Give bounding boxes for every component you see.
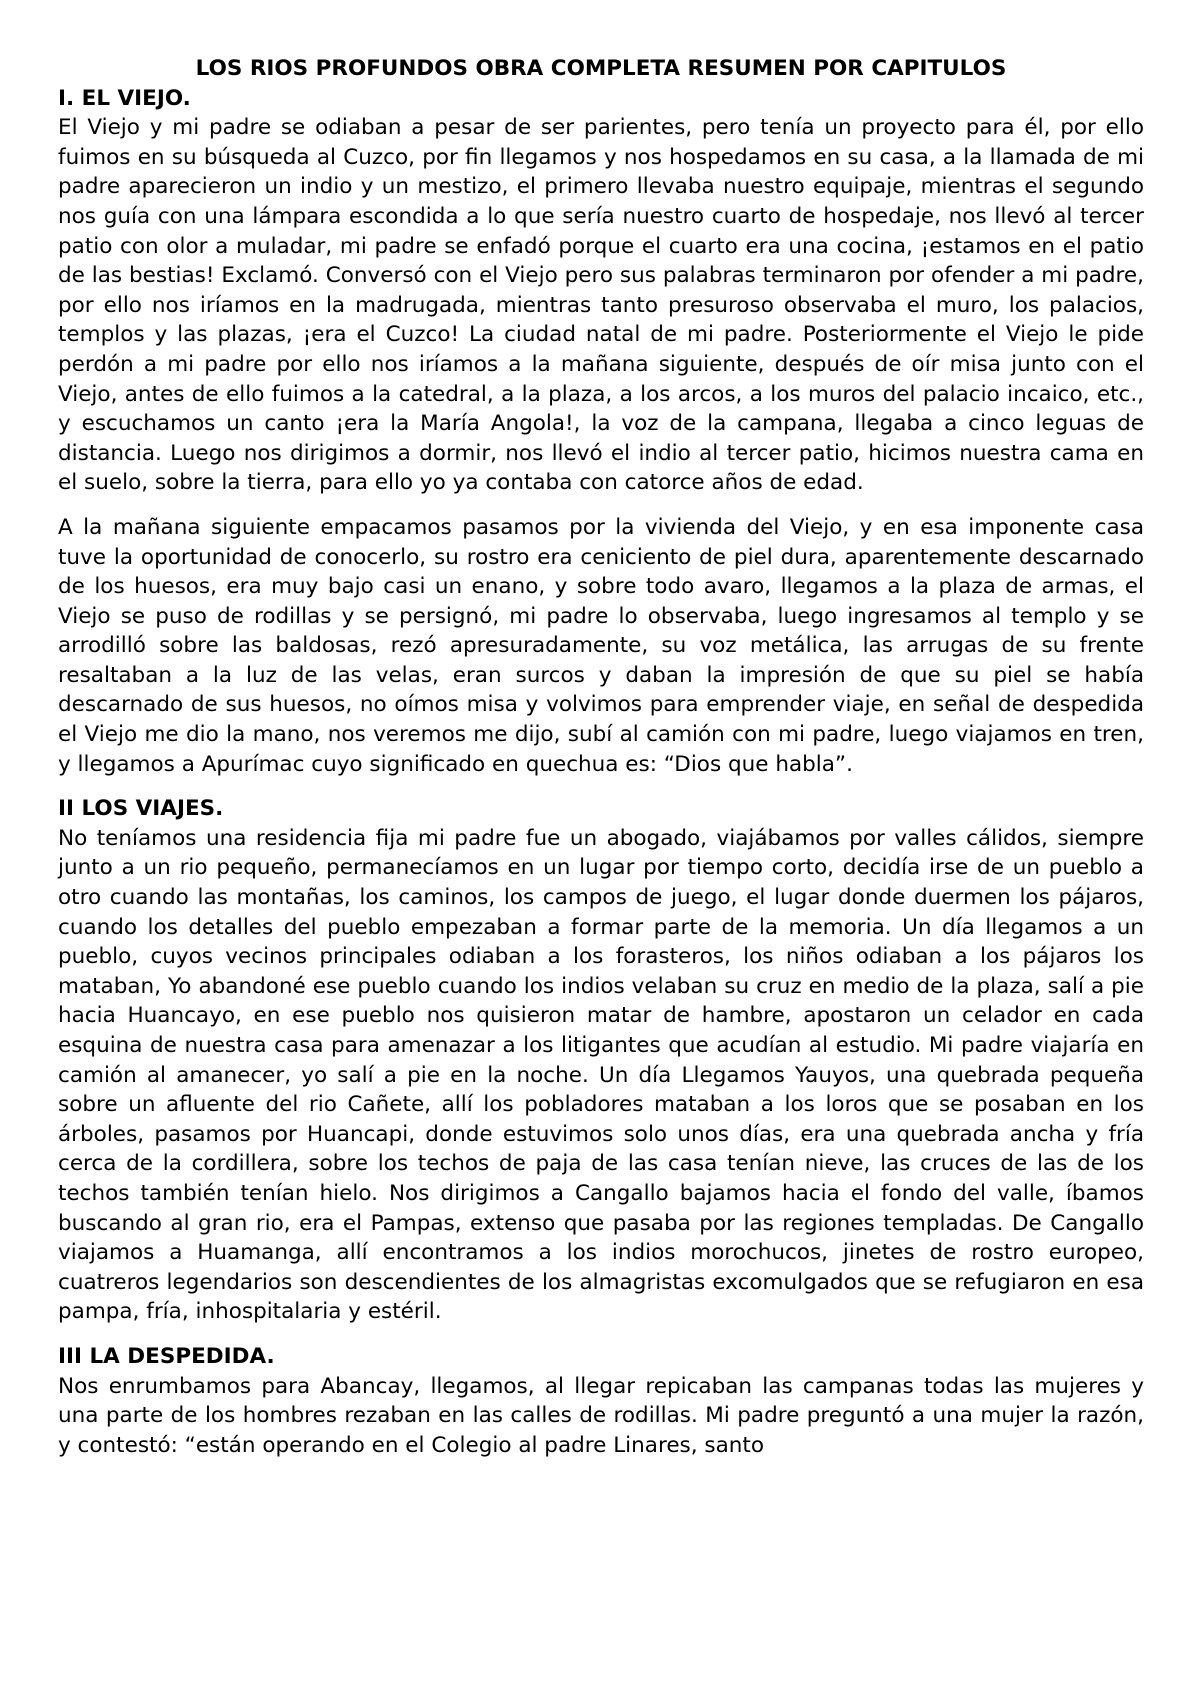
document-title: LOS RIOS PROFUNDOS OBRA COMPLETA RESUMEN POR CAPITULOS xyxy=(195,56,1007,81)
chapter-paragraph: Nos enrumbamos para Abancay, llegamos, al llegar repicaban las campanas todas las mujeres y una parte de los hombres rezaban en las calles de rodillas. Mi padre preguntó a una mujer la razón, y contestó: “están operando en el Colegio al padre Linares, santo xyxy=(58,1373,1144,1458)
chapter-paragraph: El Viejo y mi padre se odiaban a pesar de ser parientes, pero tenía un proyecto para él, por ello fuimos en su búsqueda al Cuzco, por fin llegamos y nos hospedamos en su casa, a la llamada de mi padre aparecieron un indio y un mestizo, el primero llevaba nuestro equipaje, mientras el segundo nos guía con una lámpara escondida a lo que sería nuestro cuarto de hospedaje, nos llevó al tercer patio con olor a muladar, mi padre se enfadó porque el cuarto era una cocina, ¡estamos en el patio de las bestias! Exclamó. Conversó con el Viejo pero sus palabras terminaron por ofender a mi padre, por ello nos iríamos en la madrugada, mientras tanto presuroso observaba el muro, los palacios, templos y las plazas, ¡era el Cuzco! La ciudad natal de mi padre. Posteriormente el Viejo le pide perdón a mi padre por ello nos iríamos a la mañana siguiente, después de oír misa junto con el Viejo, antes de ello fuimos a la catedral, a la plaza, a los arcos, a los muros del palacio incaico, etc., y escuchamos un canto ¡era la María Angola!, la voz de la campana, llegaba a cinco leguas de distancia. Luego nos dirigimos a dormir, nos llevó el indio al tercer patio, hicimos nuestra cama en el suelo, sobre la tierra, para ello yo ya contaba con catorce años de edad. xyxy=(58,115,1144,496)
chapter-heading: I. EL VIEJO. xyxy=(58,85,191,111)
document-page xyxy=(58,54,1144,1475)
chapter-heading: II LOS VIAJES. xyxy=(58,796,224,822)
chapter-3 xyxy=(58,1342,1144,1460)
chapter-1 xyxy=(58,84,1144,780)
chapter-paragraph: A la mañana siguiente empacamos pasamos por la vivienda del Viejo, y en esa imponente casa tuve la oportunidad de conocerlo, su rostro era ceniciento de piel dura, aparentemente descarnado de los huesos, era muy bajo casi un enano, y sobre todo avaro, llegamos a la plaza de armas, el Viejo se puso de rodillas y se persignó, mi padre lo observaba, luego ingresamos al templo y se arrodilló sobre las baldosas, rezó apresuradamente, su voz metálica, las arrugas de su frente resaltaban a la luz de las velas, eran surcos y daban la impresión de que su piel se había descarnado de sus huesos, no oímos misa y volvimos para emprender viaje, en señal de despedida el Viejo me dio la mano, nos veremos me dijo, subí al camión con mi padre, luego viajamos en tren, y llegamos a Apurímac cuyo significado en quechua es: “Dios que habla”. xyxy=(58,514,1144,777)
chapter-2 xyxy=(58,794,1144,1327)
chapter-paragraph: No teníamos una residencia fija mi padre fue un abogado, viajábamos por valles cálidos, siempre junto a un rio pequeño, permanecíamos en un lugar por tiempo corto, decidía irse de un pueblo a otro cuando las montañas, los caminos, los campos de juego, el lugar donde duermen los pájaros, cuando los detalles del pueblo empezaban a formar parte de la memoria. Un día llegamos a un pueblo, cuyos vecinos principales odiaban a los forasteros, los niños odiaban a los pájaros los mataban, Yo abandoné ese pueblo cuando los indios velaban su cruz en medio de la plaza, salí a pie hacia Huancayo, en ese pueblo nos quisieron matar de hambre, apostaron un celador en cada esquina de nuestra casa para amenazar a los litigantes que acudían al estudio. Mi padre viajaría en camión al amanecer, yo salí a pie en la noche. Un día Llegamos Yauyos, una quebrada pequeña sobre un afluente del rio Cañete, allí los pobladores mataban a los loros que se posaban en los árboles, pasamos por Huancapi, donde estuvimos solo unos días, era una quebrada ancha y fría cerca de la cordillera, sobre los techos de paja de las casa tenían nieve, las cruces de las de los techos también tenían hielo. Nos dirigimos a Cangallo bajamos hacia el fondo del valle, íbamos buscando al gran rio, era el Pampas, extenso que pasaba por las regiones templadas. De Cangallo viajamos a Huamanga, allí encontramos a los indios morochucos, jinetes de rostro europeo, cuatreros legendarios son descendientes de los almagristas excomulgados que se refugiaron en esa pampa, fría, inhospitalaria y estéril. xyxy=(58,825,1144,1325)
chapter-heading: III LA DESPEDIDA. xyxy=(58,1343,275,1369)
